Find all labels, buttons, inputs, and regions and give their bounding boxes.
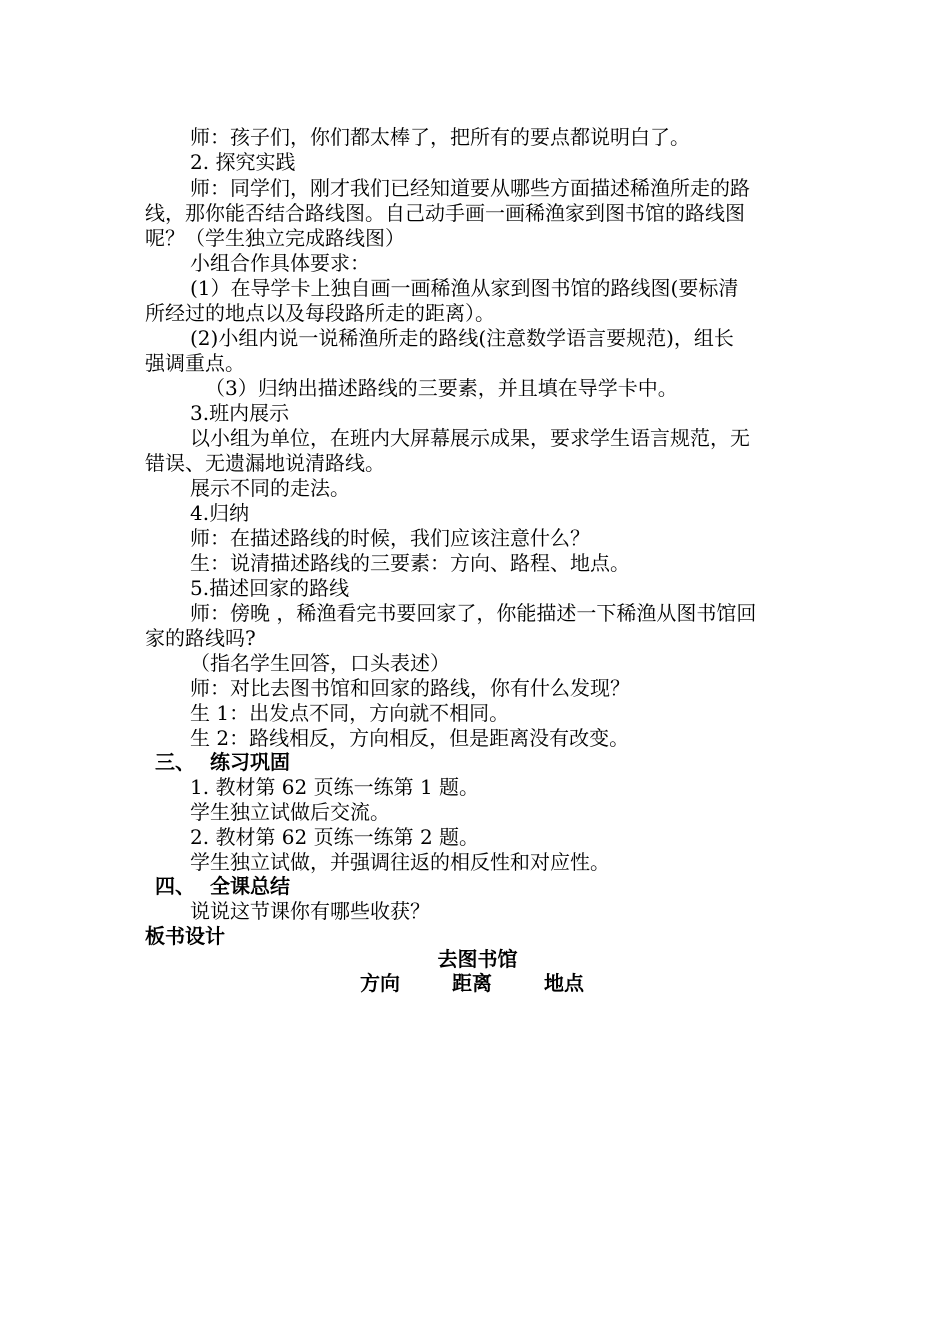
list-item: （3）归纳出描述路线的三要素，并且填在导学卡中。 [205, 376, 678, 400]
paragraph: 所经过的地点以及每段路所走的距离）。 [145, 301, 495, 325]
paragraph: 线，那你能否结合路线图。自己动手画一画稀渔家到图书馆的路线图 [145, 201, 745, 225]
section-heading-4 [155, 873, 290, 899]
paragraph: 生：说清描述路线的三要素：方向、路程、地点。 [190, 551, 630, 575]
heading-number: 三、 [155, 750, 195, 774]
paragraph: 学生独立试做，并强调往返的相反性和对应性。 [190, 850, 610, 874]
paragraph: 2. 教材第 62 页练一练第 2 题。 [190, 825, 480, 849]
paragraph: 师：在描述路线的时候，我们应该注意什么？ [190, 526, 590, 550]
section-step-4: 4.归纳 [190, 501, 250, 525]
board-center-title: 去图书馆 [437, 947, 518, 971]
paragraph: 师：孩子们，你们都太棒了，把所有的要点都说明白了。 [190, 125, 690, 149]
paragraph: 1. 教材第 62 页练一练第 1 题。 [190, 775, 480, 799]
section-heading-3 [155, 749, 290, 775]
section-step-2: 2. 探究实践 [190, 150, 296, 174]
paragraph: 学生独立试做后交流。 [190, 800, 390, 824]
board-term: 地点 [544, 971, 584, 995]
paragraph: 生 1：出发点不同，方向就不相同。 [190, 701, 510, 725]
board-design-title: 板书设计 [145, 924, 225, 948]
paragraph: （指名学生回答，口头表述） [190, 651, 450, 675]
paragraph: 说说这节课你有哪些收获？ [190, 899, 430, 923]
paragraph: 强调重点。 [145, 351, 245, 375]
heading-number: 四、 [155, 874, 195, 898]
paragraph: 错误、无遗漏地说清路线。 [145, 451, 385, 475]
paragraph: 师：傍晚 ，稀渔看完书要回家了，你能描述一下稀渔从图书馆回 [190, 601, 757, 625]
board-term: 方向 [360, 971, 400, 995]
paragraph: 以小组为单位，在班内大屏幕展示成果，要求学生语言规范，无 [190, 426, 750, 450]
paragraph: 小组合作具体要求： [190, 251, 370, 275]
paragraph: 展示不同的走法。 [190, 476, 350, 500]
list-item: (2)小组内说一说稀渔所走的路线(注意数学语言要规范)，组长 [190, 326, 734, 350]
paragraph: 家的路线吗? [145, 626, 256, 650]
heading-text: 全课总结 [210, 874, 290, 898]
heading-text: 练习巩固 [210, 750, 290, 774]
paragraph: 生 2：路线相反，方向相反，但是距离没有改变。 [190, 726, 630, 750]
section-step-3: 3.班内展示 [190, 401, 290, 425]
board-term: 距离 [452, 971, 492, 995]
list-item: (1）在导学卡上独自画一画稀渔从家到图书馆的路线图(要标清 [190, 276, 739, 300]
paragraph: 呢？（学生独立完成路线图） [145, 226, 405, 250]
section-step-5: 5.描述回家的路线 [190, 576, 350, 600]
board-terms [360, 970, 584, 996]
paragraph: 师：同学们，刚才我们已经知道要从哪些方面描述稀渔所走的路 [190, 176, 750, 200]
paragraph: 师：对比去图书馆和回家的路线，你有什么发现？ [190, 676, 630, 700]
